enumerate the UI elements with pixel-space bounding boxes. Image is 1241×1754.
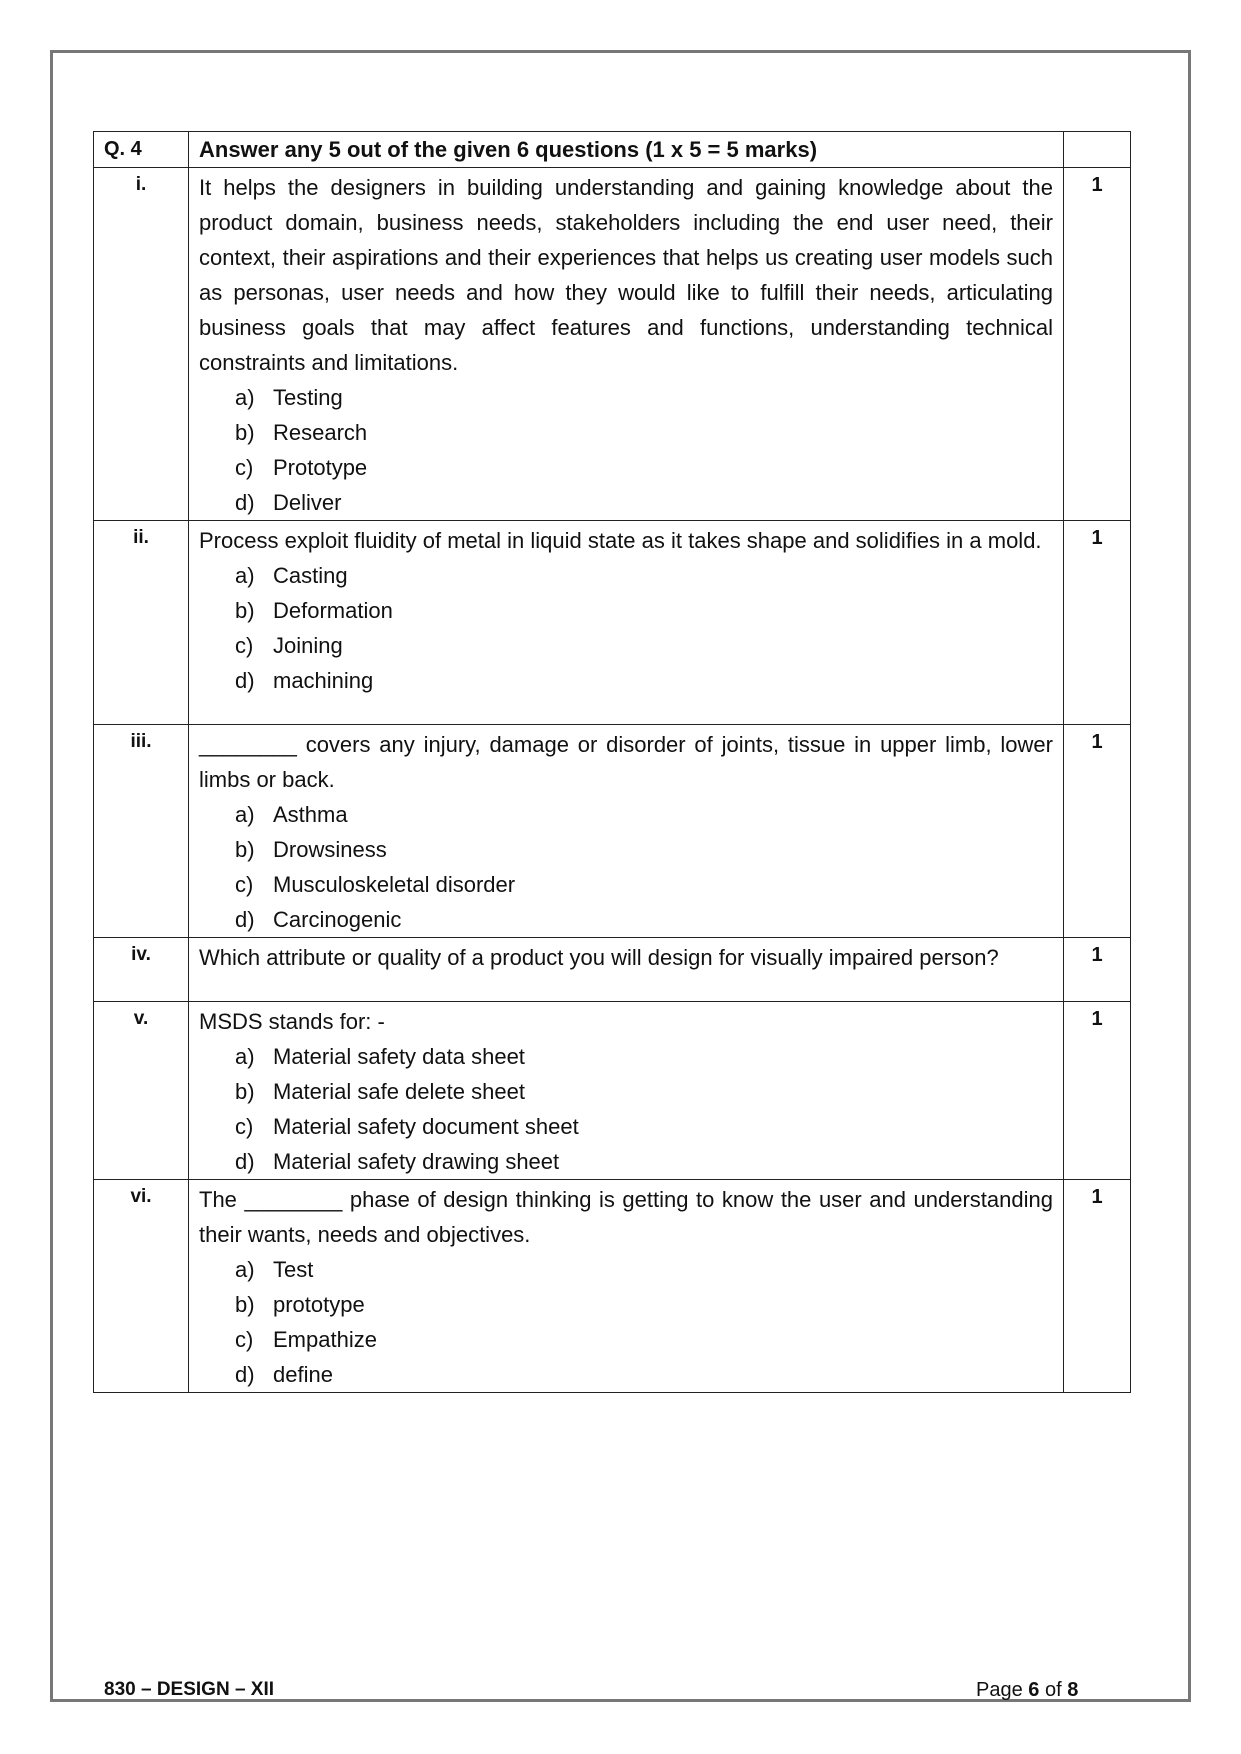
question-row (94, 1180, 1131, 1393)
option-letter: a) (235, 385, 255, 410)
option-item (235, 558, 1053, 593)
option-item (235, 1322, 1053, 1357)
option-item (235, 380, 1053, 415)
option-text: prototype (273, 1292, 365, 1317)
question-cell (189, 1002, 1064, 1180)
question-cell (189, 725, 1064, 938)
option-letter: c) (235, 633, 254, 658)
question-text: It helps the designers in building understanding and gaining knowledge about the product domain, business needs, stakeholders including the end user need, their context, their aspirations and their experiences that helps us creating user models such as personas, user needs and how they would like to fulfill their needs, articulating business goals that may affect features and functions, understanding technical constraints and limitations. (199, 175, 1053, 375)
footer-subject: 830 – DESIGN – XII (104, 1679, 275, 1700)
option-letter: b) (235, 420, 255, 445)
option-text: Prototype (273, 455, 368, 480)
option-item (235, 415, 1053, 450)
question-row (94, 1002, 1131, 1180)
option-text: Deformation (273, 598, 393, 623)
option-letter: b) (235, 1079, 255, 1104)
question-cell (189, 521, 1064, 725)
table-header-row (94, 132, 1131, 168)
marks-value: 1 (1064, 1002, 1131, 1180)
instruction-text: Answer any 5 out of the given 6 questions (1 x 5 = 5 marks) (189, 132, 1064, 168)
question-row (94, 938, 1131, 1002)
option-letter: a) (235, 1257, 255, 1282)
option-text: Asthma (273, 802, 348, 827)
option-item (235, 1252, 1053, 1287)
option-item (235, 1109, 1053, 1144)
marks-value: 1 (1064, 725, 1131, 938)
option-letter: d) (235, 1149, 255, 1174)
option-letter: d) (235, 1362, 255, 1387)
question-cell (189, 1180, 1064, 1393)
page-current: 6 (1028, 1679, 1040, 1701)
option-letter: a) (235, 802, 255, 827)
option-letter: b) (235, 1292, 255, 1317)
option-item (235, 663, 1053, 698)
question-text: MSDS stands for: - (199, 1009, 385, 1034)
option-letter: d) (235, 907, 255, 932)
option-text: machining (273, 668, 374, 693)
page-total: 8 (1067, 1679, 1079, 1701)
question-cell (189, 938, 1064, 1002)
option-item (235, 1144, 1053, 1179)
page-of: of (1044, 1679, 1062, 1701)
option-item (235, 1074, 1053, 1109)
option-text: Material safety drawing sheet (273, 1149, 560, 1174)
question-table (93, 131, 1131, 1393)
option-text: Testing (273, 385, 343, 410)
option-letter: a) (235, 1044, 255, 1069)
option-text: Material safety document sheet (273, 1114, 579, 1139)
question-number: vi. (94, 1180, 189, 1393)
question-number: i. (94, 168, 189, 521)
option-text: Research (273, 420, 368, 445)
question-number: v. (94, 1002, 189, 1180)
option-text: Empathize (273, 1327, 377, 1352)
option-item (235, 832, 1053, 867)
option-list (199, 558, 1053, 698)
option-item (235, 1039, 1053, 1074)
option-item (235, 867, 1053, 902)
question-text: Which attribute or quality of a product you will design for visually impaired person? (199, 945, 999, 970)
option-letter: b) (235, 598, 255, 623)
option-list (199, 380, 1053, 520)
question-number: iii. (94, 725, 189, 938)
option-letter: c) (235, 1114, 254, 1139)
question-group-number: Q. 4 (94, 132, 189, 168)
question-text: The ________ phase of design thinking is getting to know the user and understanding their wants, needs and objectives. (199, 1187, 1053, 1247)
option-list (199, 1039, 1053, 1179)
question-cell (189, 168, 1064, 521)
marks-value: 1 (1064, 521, 1131, 725)
option-letter: c) (235, 872, 254, 897)
option-item (235, 593, 1053, 628)
option-text: Material safe delete sheet (273, 1079, 525, 1104)
question-number: iv. (94, 938, 189, 1002)
option-letter: c) (235, 1327, 254, 1352)
option-item (235, 1287, 1053, 1322)
footer-page-number (976, 1679, 1078, 1702)
marks-header (1064, 132, 1131, 168)
option-item (235, 485, 1053, 520)
option-item (235, 450, 1053, 485)
question-row (94, 168, 1131, 521)
option-text: Drowsiness (273, 837, 387, 862)
option-letter: c) (235, 455, 254, 480)
marks-value: 1 (1064, 168, 1131, 521)
option-text: Joining (273, 633, 343, 658)
option-text: Deliver (273, 490, 342, 515)
option-text: Material safety data sheet (273, 1044, 525, 1069)
option-text: Casting (273, 563, 348, 588)
option-list (199, 1252, 1053, 1392)
question-row (94, 521, 1131, 725)
option-item (235, 902, 1053, 937)
option-text: define (273, 1362, 333, 1387)
option-text: Musculoskeletal disorder (273, 872, 516, 897)
option-text: Carcinogenic (273, 907, 402, 932)
marks-value: 1 (1064, 1180, 1131, 1393)
option-letter: d) (235, 490, 255, 515)
question-text: Process exploit fluidity of metal in liquid state as it takes shape and solidifies in a mold. (199, 528, 1042, 553)
option-item (235, 797, 1053, 832)
page-prefix: Page (976, 1679, 1023, 1701)
option-text: Test (273, 1257, 314, 1282)
option-item (235, 628, 1053, 663)
option-letter: b) (235, 837, 255, 862)
option-list (199, 797, 1053, 937)
option-item (235, 1357, 1053, 1392)
option-letter: a) (235, 563, 255, 588)
marks-value: 1 (1064, 938, 1131, 1002)
question-text: ________ covers any injury, damage or disorder of joints, tissue in upper limb, lower limbs or back. (199, 732, 1053, 792)
question-row (94, 725, 1131, 938)
option-letter: d) (235, 668, 255, 693)
question-number: ii. (94, 521, 189, 725)
